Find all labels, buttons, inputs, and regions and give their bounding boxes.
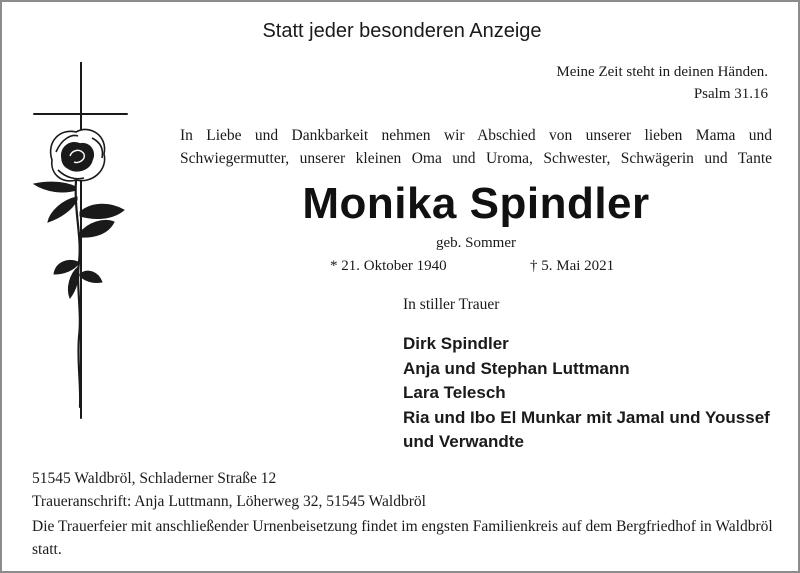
mourner-name: Dirk Spindler bbox=[403, 334, 509, 353]
mourners-list bbox=[403, 332, 770, 455]
mourning-address: Traueranschrift: Anja Luttmann, Löherweg 32, 51545 Waldbröl bbox=[32, 493, 426, 510]
birth-name: geb. Sommer bbox=[436, 235, 516, 251]
home-address: 51545 Waldbröl, Schladerner Straße 12 bbox=[32, 470, 277, 487]
birth-date: * 21. Oktober 1940 bbox=[330, 258, 447, 274]
deceased-name: Monika Spindler bbox=[302, 179, 650, 228]
cross-with-rose-icon bbox=[32, 62, 132, 422]
ceremony-info: Die Trauerfeier mit anschließender Urnenbeisetzung findet im engsten Familienkreis auf dem Bergfriedhof in Waldbröl statt. bbox=[32, 518, 773, 558]
psalm-quote: Meine Zeit steht in deinen Händen. bbox=[556, 64, 768, 80]
mourner-name: Lara Telesch bbox=[403, 383, 506, 402]
death-date: † 5. Mai 2021 bbox=[530, 258, 615, 274]
intro-text-line-1: In Liebe und Dankbarkeit nehmen wir Abschied von unserer lieben Mama und bbox=[180, 127, 772, 144]
mourner-name: Ria und Ibo El Munkar mit Jamal und Youssef bbox=[403, 407, 770, 427]
notice-header: Statt jeder besonderen Anzeige bbox=[262, 20, 542, 42]
mourner-name: Anja und Stephan Luttmann bbox=[403, 358, 630, 378]
mourning-label: In stiller Trauer bbox=[403, 296, 500, 313]
psalm-reference: Psalm 31.16 bbox=[693, 86, 768, 102]
intro-text-line-2: Schwiegermutter, unserer kleinen Oma und Uroma, Schwester, Schwägerin und Tante bbox=[180, 150, 772, 167]
address-block bbox=[32, 467, 426, 513]
mourner-name: und Verwandte bbox=[403, 432, 524, 451]
